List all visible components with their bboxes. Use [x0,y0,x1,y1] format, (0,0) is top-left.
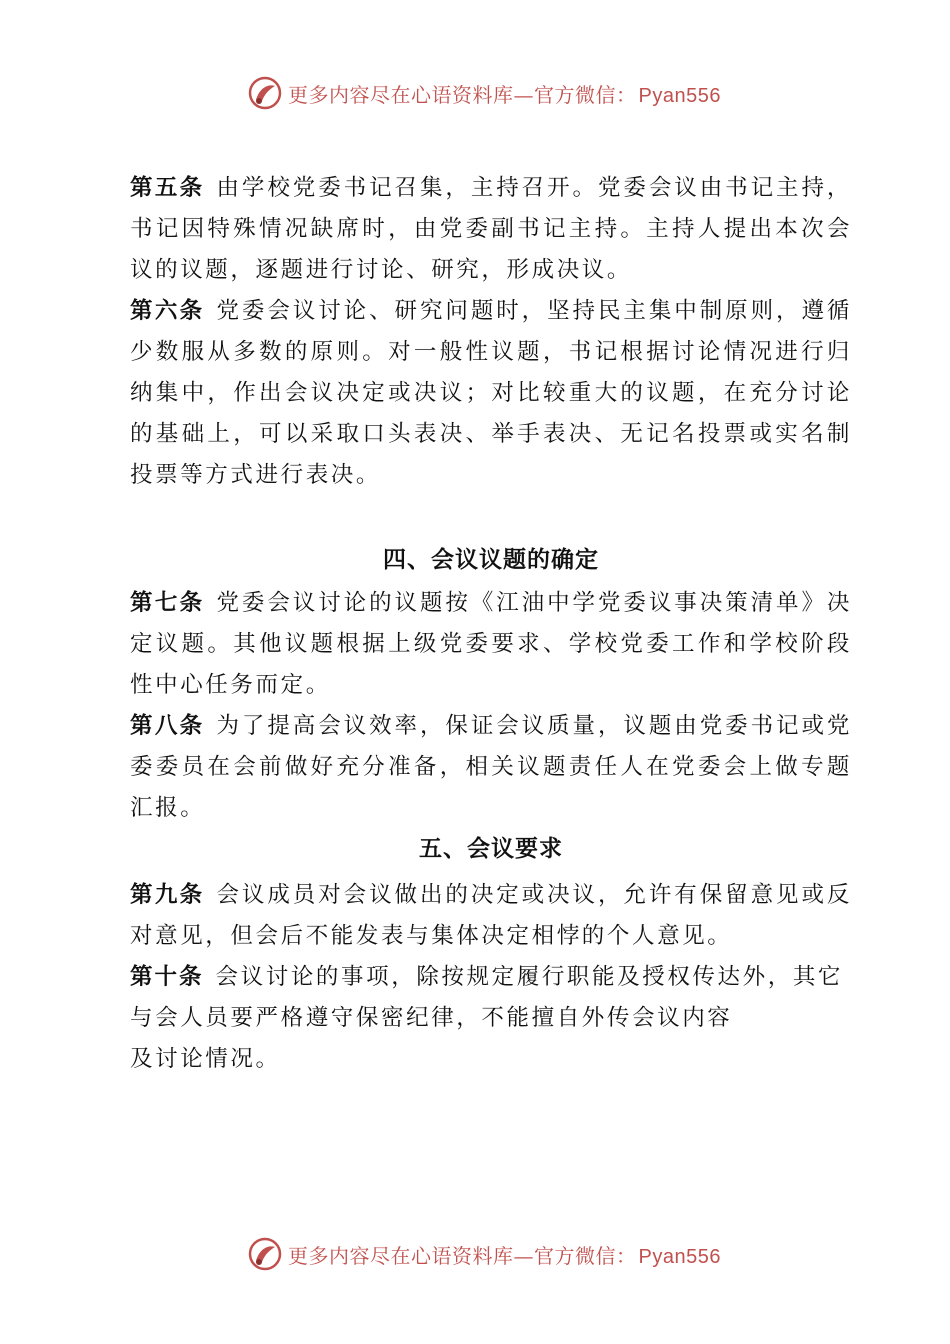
article-8 [130,706,852,829]
article-5 [130,168,852,291]
article-text: 为了提高会议效率，保证会议质量，议题由党委书记或党委委员在会前做好充分准备，相关议题责任人在党委会上做专题汇报。 [130,713,852,821]
article-label: 第七条 [130,590,205,616]
article-7 [130,583,852,706]
article-label: 第九条 [130,882,205,908]
brush-logo-icon [248,76,282,110]
watermark-text: 更多内容尽在心语资料库—官方微信： Pyan556 [288,82,721,107]
watermark-header [248,73,721,113]
article-label: 第十条 [130,964,204,990]
article-text: 会议讨论的事项，除按规定履行职能及授权传达外，其它与会人员要严格遵守保密纪律，不能擅自外传会议内容 [130,964,844,1031]
article-text: 会议成员对会议做出的决定或决议，允许有保留意见或反对意见，但会后不能发表与集体决定相悖的个人意见。 [130,882,852,949]
article-text-tail: 及讨论情况。 [130,1046,281,1072]
article-9 [130,875,852,957]
brush-logo-icon [248,1237,282,1271]
article-text: 党委会议讨论的议题按《江油中学党委议事决策清单》决定议题。其他议题根据上级党委要求、学校党委工作和学校阶段性中心任务而定。 [130,590,852,698]
watermark-text: 更多内容尽在心语资料库—官方微信： Pyan556 [288,1243,721,1268]
article-10 [130,957,852,1080]
article-label: 第六条 [130,298,205,324]
article-label: 第八条 [130,713,205,739]
article-6 [130,291,852,496]
watermark-footer [248,1234,721,1274]
article-label: 第五条 [130,175,205,201]
section-heading-5: 五、会议要求 [419,836,563,862]
section-heading-4: 四、会议议题的确定 [383,547,599,573]
article-text: 党委会议讨论、研究问题时，坚持民主集中制原则，遵循少数服从多数的原则。对一般性议题，书记根据讨论情况进行归纳集中，作出会议决定或决议；对比较重大的议题，在充分讨论的基础上，可以采取口头表决、举手表决、无记名投票或实名制投票等方式进行表决。 [130,298,852,488]
article-text: 由学校党委书记召集，主持召开。党委会议由书记主持，书记因特殊情况缺席时，由党委副书记主持。主持人提出本次会议的议题，逐题进行讨论、研究，形成决议。 [130,175,852,283]
